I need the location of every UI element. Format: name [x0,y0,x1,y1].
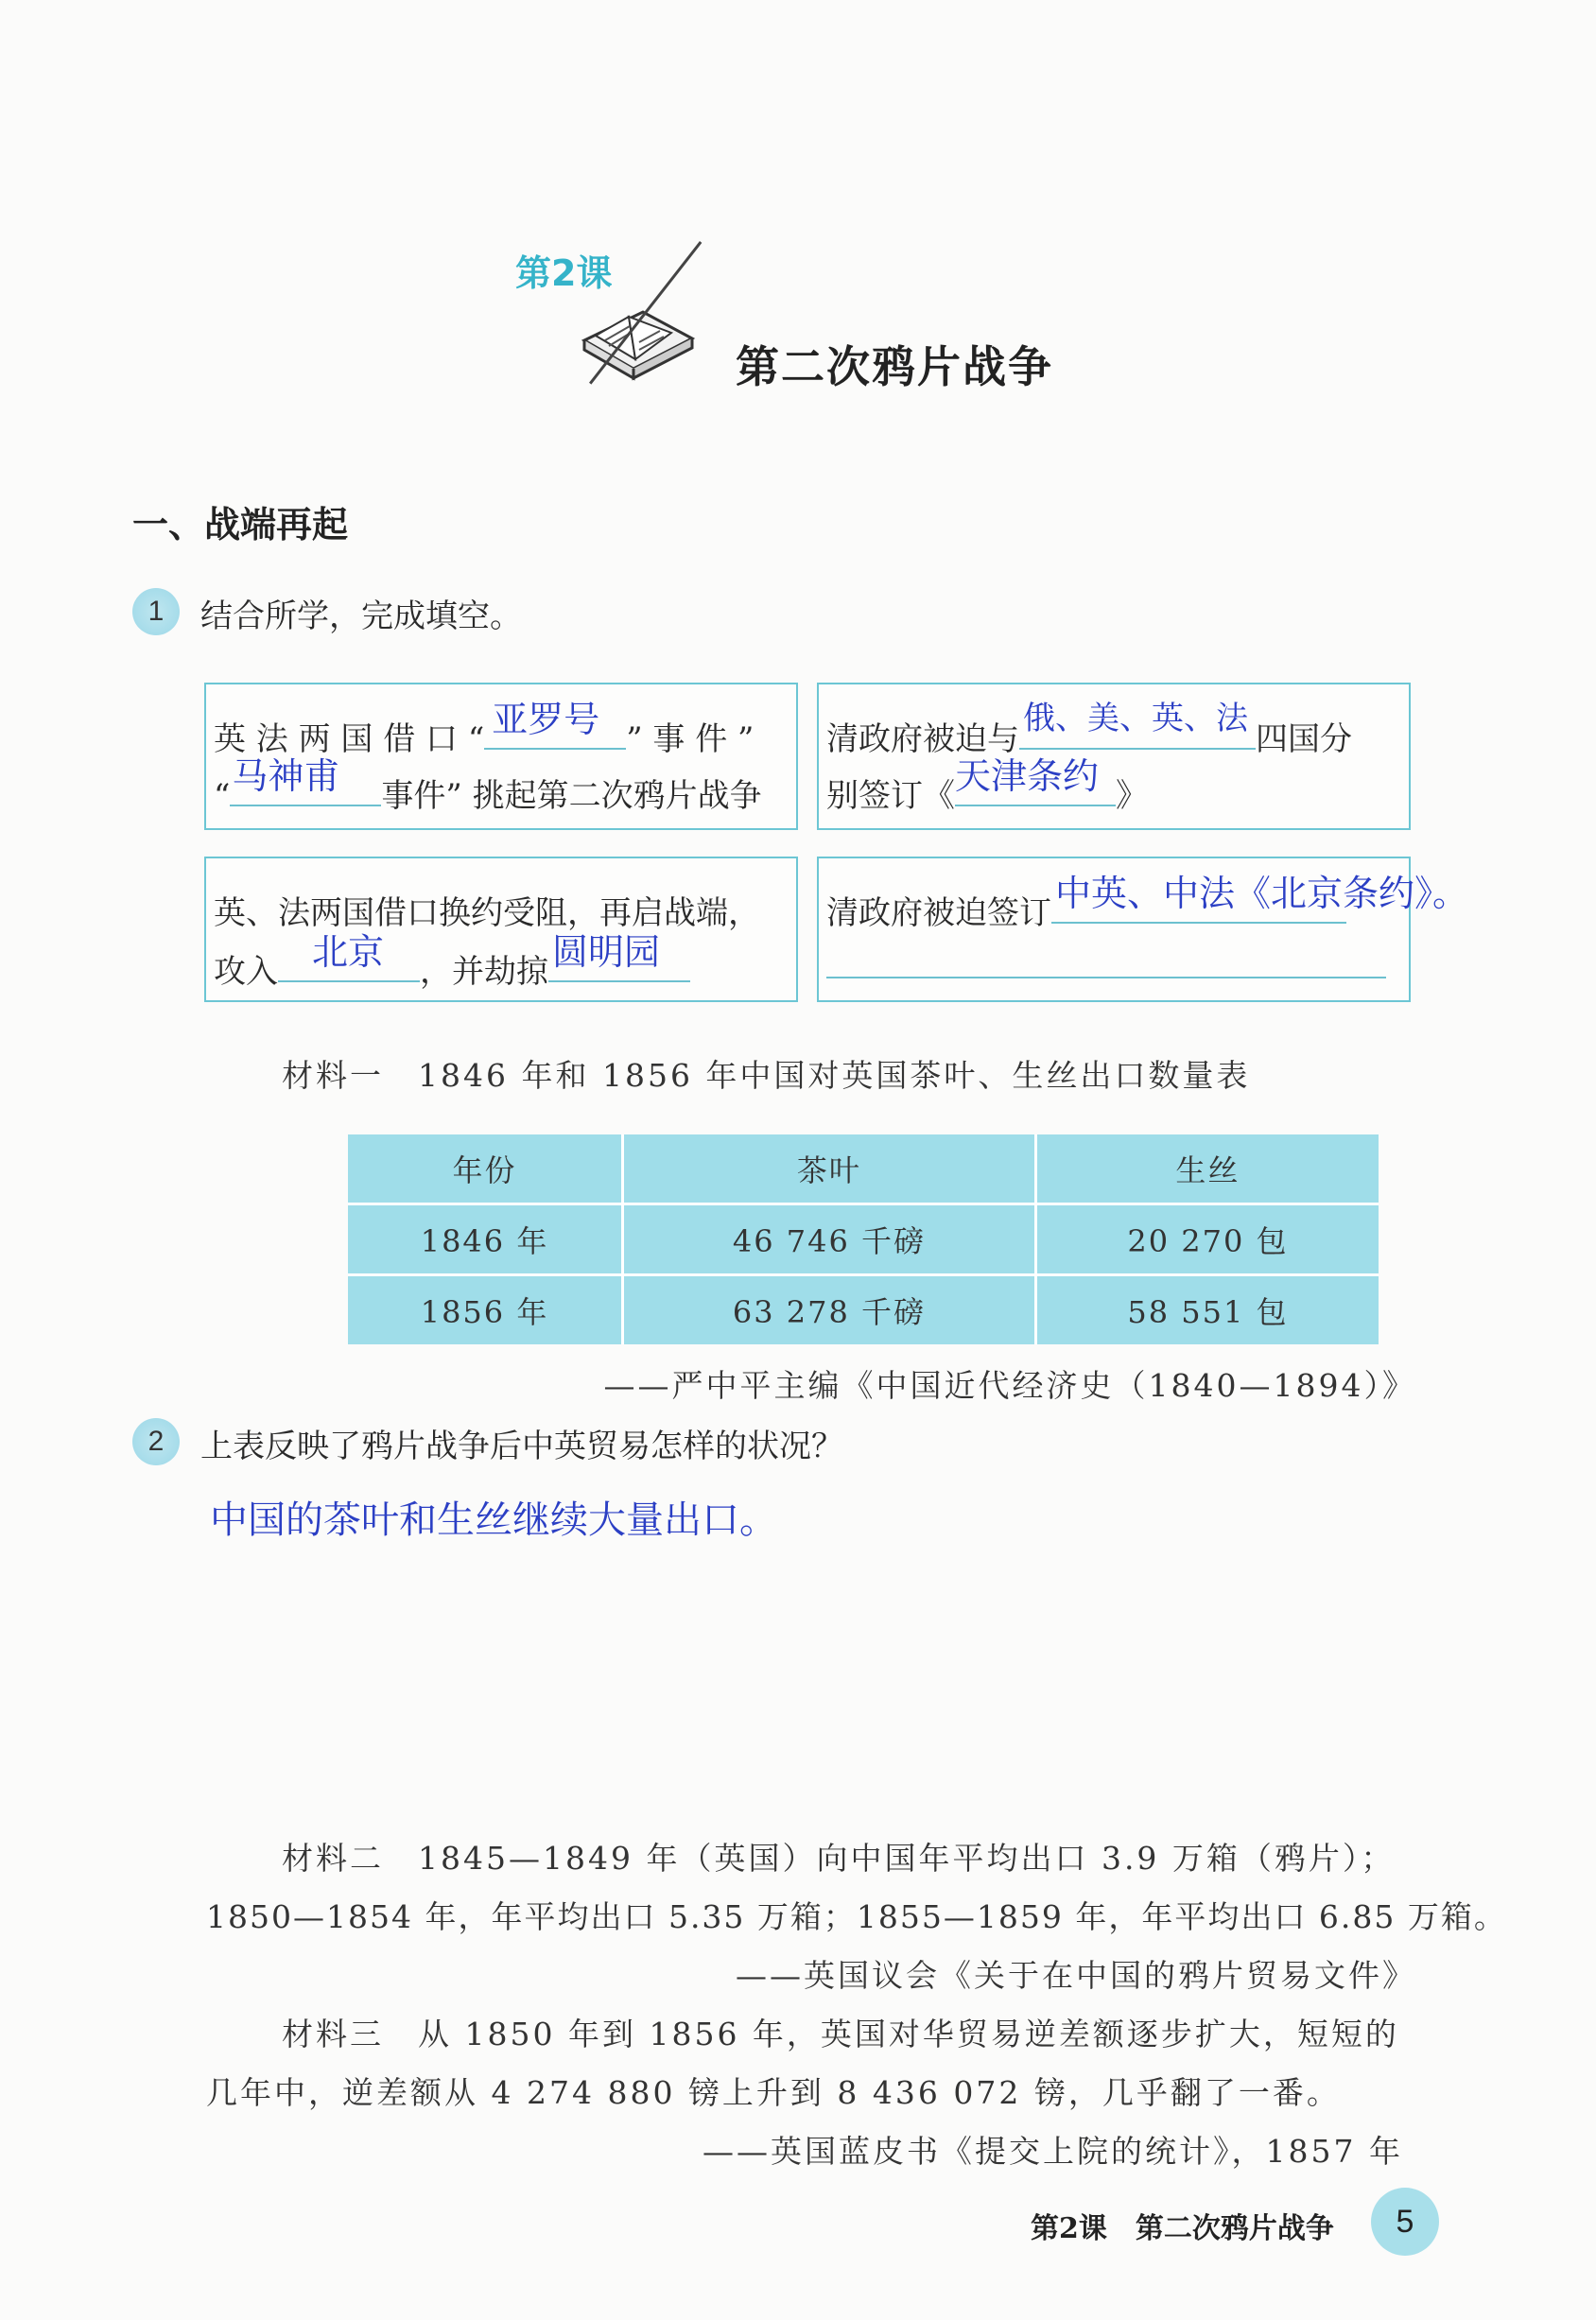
box2-line1-a: 清政府被迫与 [826,720,1019,758]
box1-line1-a: 英 法 两 国 借 口 “ [214,720,485,758]
material3-line2: 几年中，逆差额从 4 274 880 镑上升到 8 436 072 镑，几乎翻了一番。 [206,2074,1341,2111]
blank-6[interactable] [548,931,690,982]
lesson-number: 第2课 [515,252,613,294]
box4-line1: 清政府被迫签订 [826,894,1051,932]
fill-box-3 [204,857,798,1002]
answer-6: 圆明园 [552,931,661,973]
fill-box-2 [817,683,1411,830]
table-cell: 20 270 包 [1035,1204,1379,1275]
question-number-badge: 2 [132,1418,180,1465]
table-header-row [348,1134,1379,1204]
table-cell: 63 278 千磅 [623,1275,1036,1345]
answer-2: 马神甫 [232,755,340,797]
table-cell: 58 551 包 [1035,1275,1379,1345]
footer-lesson-title: 第2课 第二次鸦片战争 [1031,2212,1334,2245]
material1-caption: 材料一 1846 年和 1856 年中国对英国茶叶、生丝出口数量表 [282,1057,1251,1094]
box1-line2-b: 事件” 挑起第二次鸦片战争 [381,777,762,815]
page-number: 5 [1371,2188,1439,2256]
material2-line1: 材料二 1845—1849 年（英国）向中国年平均出口 3.9 万箱（鸦片）； [282,1840,1396,1877]
material2-line2: 1850—1854 年，年平均出口 5.35 万箱；1855—1859 年，年平均出口 6.85 万箱。 [206,1898,1507,1935]
table-cell: 46 746 千磅 [623,1204,1036,1275]
answer-4: 天津条约 [955,755,1100,797]
fill-box-1 [204,683,798,830]
section-title: 一、战端再起 [132,504,349,545]
trade-table [348,1134,1379,1344]
table-header-cell: 茶叶 [623,1134,1036,1204]
answer-7: 中英、中法《北京条约》。 [1055,873,1469,914]
table-header-cell: 生丝 [1035,1134,1379,1204]
table-cell: 1856 年 [348,1275,623,1345]
box3-line2-b: ，并劫掠 [420,953,548,991]
material1-source: ——严中平主编《中国近代经济史（1840—1894）》 [603,1367,1416,1404]
box1-line2-a: “ [214,777,231,815]
answer-1: 亚罗号 [492,699,600,740]
question-text: 结合所学，完成填空。 [200,597,522,635]
blank-4[interactable] [955,755,1116,806]
answer-3: 俄、美、英、法 [1023,700,1248,737]
table-cell: 1846 年 [348,1204,623,1275]
blank-7[interactable] [1051,873,1469,924]
fill-box-4 [817,857,1469,1002]
box2-line2-b: 》 [1116,777,1148,815]
box3-line1: 英、法两国借口换约受阻，再启战端， [214,894,760,932]
blank-5[interactable] [278,931,420,982]
blank-1[interactable] [484,699,626,750]
box2-line2-a: 别签订《 [826,777,955,815]
question-number-badge: 1 [132,588,180,635]
table-header-cell: 年份 [348,1134,623,1204]
page-title: 第二次鸦片战争 [736,341,1053,392]
box1-line1-b: ” 事 件 ” [626,720,755,758]
book-icon [577,284,700,388]
table-row [348,1275,1379,1345]
material2-source: ——英国议会《关于在中国的鸦片贸易文件》 [736,1957,1416,1994]
blank-7-continued[interactable] [826,977,1386,978]
material3-source: ——英国蓝皮书《提交上院的统计》，1857 年 [703,2133,1403,2170]
answer-5: 北京 [312,931,385,973]
answer-q2: 中国的茶叶和生丝继续大量出口。 [210,1498,777,1542]
box2-line1-b: 四国分 [1256,720,1352,758]
blank-2[interactable] [230,755,381,806]
box3-line2-a: 攻入 [214,953,278,991]
material3-line1: 材料三 从 1850 年到 1856 年，英国对华贸易逆差额逐步扩大，短短的 [282,2016,1399,2052]
question-text: 上表反映了鸦片战争后中英贸易怎样的状况？ [200,1428,843,1465]
table-row [348,1204,1379,1275]
